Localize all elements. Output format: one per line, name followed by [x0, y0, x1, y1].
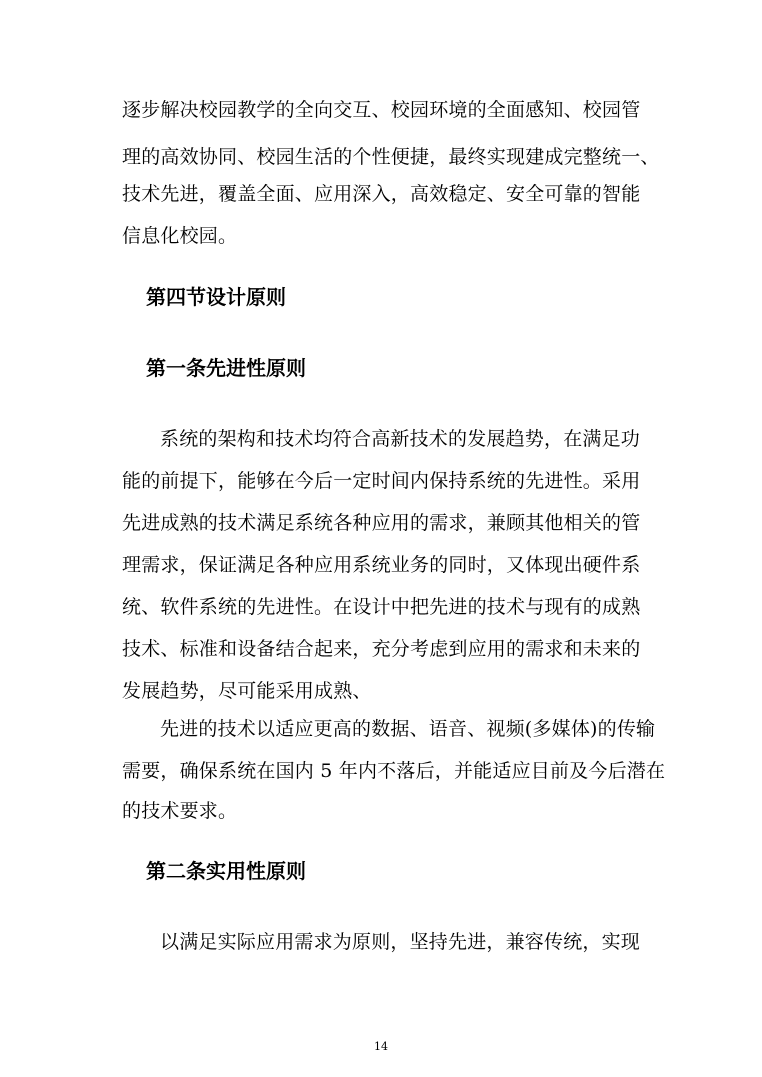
- article1-para2-line-1: 先进的技术以适应更高的数据、语音、视频(多媒体)的传输: [160, 718, 656, 740]
- article1-para1-line-2: 能的前提下，能够在今后一定时间内保持系统的先进性。采用: [122, 470, 641, 492]
- article1-para1-line-7: 发展趋势，尽可能采用成熟、: [122, 680, 372, 702]
- intro-line-4: 信息化校园。: [122, 225, 238, 247]
- intro-line-1: 逐步解决校园教学的全向交互、校园环境的全面感知、校园管: [122, 99, 641, 121]
- article2-para1-line-1: 以满足实际应用需求为原则，坚持先进，兼容传统，实现: [160, 931, 641, 953]
- article1-para1-line-1: 系统的架构和技术均符合高新技术的发展趋势，在满足功: [160, 428, 641, 450]
- intro-line-3: 技术先进，覆盖全面、应用深入，高效稳定、安全可靠的智能: [122, 183, 641, 205]
- article1-para2-line-3: 的技术要求。: [122, 800, 238, 822]
- intro-line-2: 理的高效协同、校园生活的个性便捷，最终实现建成完整统一、: [122, 146, 660, 168]
- section-title: 第四节设计原则: [146, 285, 286, 309]
- article1-para2-line-2: 需要，确保系统在国内 5 年内不落后，并能适应目前及今后潜在: [122, 760, 666, 782]
- article1-para1-line-6: 技术、标准和设备结合起来，充分考虑到应用的需求和未来的: [122, 638, 641, 660]
- article2-title: 第二条实用性原则: [146, 859, 306, 883]
- article1-para1-line-3: 先进成熟的技术满足系统各种应用的需求，兼顾其他相关的管: [122, 512, 641, 534]
- article1-title: 第一条先进性原则: [146, 356, 306, 380]
- article1-para1-line-5: 统、软件系统的先进性。在设计中把先进的技术与现有的成熟: [122, 596, 641, 618]
- page-number: 14: [374, 1040, 388, 1053]
- article1-para1-line-4: 理需求，保证满足各种应用系统业务的同时，又体现出硬件系: [122, 554, 641, 576]
